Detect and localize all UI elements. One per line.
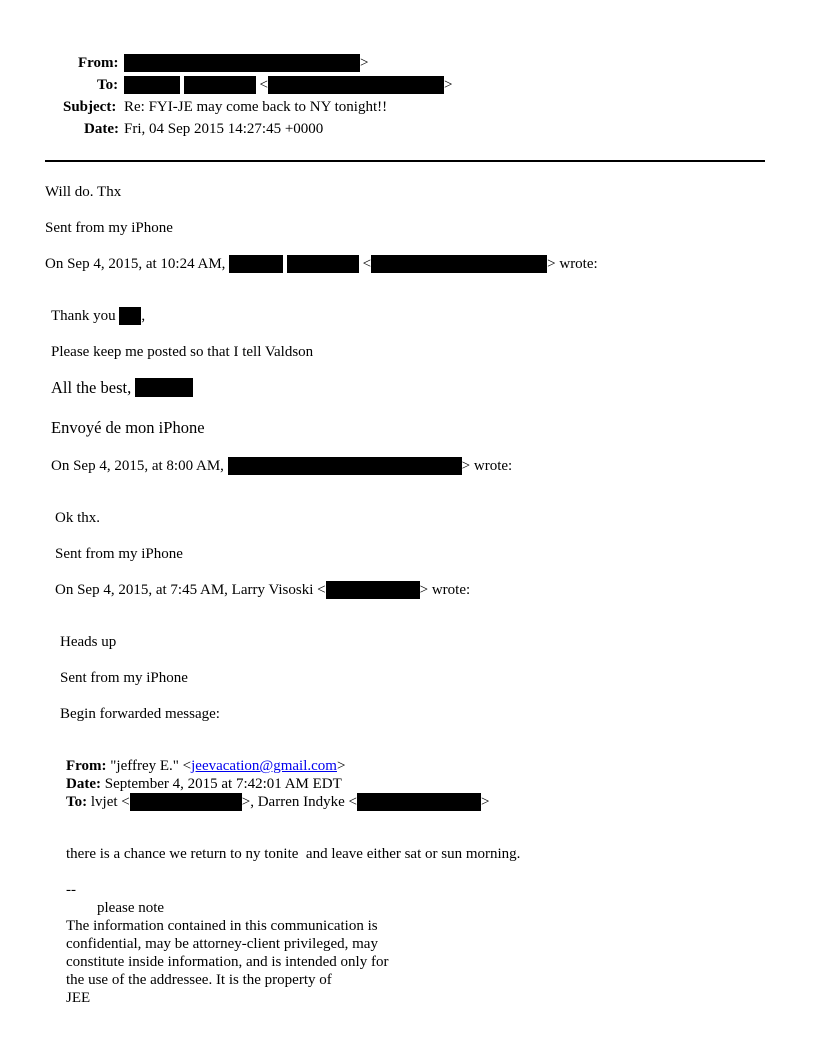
fwd-date-value: September 4, 2015 at 7:42:01 AM EDT [104, 776, 342, 792]
disclaimer-line-1: The information contained in this communication is [66, 918, 378, 934]
fwd-date [66, 775, 342, 793]
msg2-line2: Please keep me posted so that I tell Valdson [51, 344, 314, 360]
redaction-box [130, 793, 242, 811]
msg2-line4: Envoyé de mon iPhone [51, 418, 205, 437]
redaction-box [357, 793, 481, 811]
redaction-box [124, 76, 180, 94]
to-value: < > [124, 76, 452, 94]
msg2-quote-line: On Sep 4, 2015, at 8:00 AM, > wrote: [51, 458, 513, 474]
from-label: From: [78, 55, 119, 71]
redaction-box [371, 255, 547, 273]
subject-value: Re: FYI-JE may come back to NY tonight!! [124, 99, 388, 115]
fwd-to-mid: >, Darren Indyke < [241, 794, 357, 810]
fwd-date-label: Date: [66, 776, 101, 792]
fwd-to-label: To: [66, 794, 88, 810]
quote-suffix: wrote: [473, 458, 513, 474]
fwd-from-label: From: [66, 758, 107, 774]
msg3-line2: Sent from my iPhone [55, 546, 183, 562]
quote-suffix: wrote: [559, 256, 598, 272]
disclaimer-line-5: JEE [66, 990, 91, 1006]
redaction-box [124, 54, 360, 72]
redaction-box [135, 378, 193, 397]
redaction-box [184, 76, 256, 94]
thanks-text: Thank you [51, 308, 116, 324]
msg1-quote-line: On Sep 4, 2015, at 10:24 AM, < > wrote: [45, 256, 598, 272]
redaction-box [326, 581, 420, 599]
msg2-signoff [51, 378, 193, 398]
fwd-from-name: "jeffrey E." < [110, 758, 192, 774]
subject-label: Subject: [63, 99, 117, 115]
sig-dash: -- [66, 882, 76, 898]
redaction-box [287, 255, 359, 273]
from-value: > [124, 54, 368, 72]
date-value: Fri, 04 Sep 2015 14:27:45 +0000 [124, 121, 324, 137]
quote-suffix: > wrote: [419, 582, 471, 598]
msg1-line2: Sent from my iPhone [45, 220, 173, 236]
fwd-to-close: > [480, 794, 490, 810]
email-link[interactable]: jeevacation@gmail.com [191, 758, 337, 774]
quote-prefix: On Sep 4, 2015, at 10:24 AM, [45, 256, 226, 272]
msg1-line1: Will do. Thx [45, 184, 122, 200]
msg4-line2: Sent from my iPhone [60, 670, 188, 686]
msg4-line3: Begin forwarded message: [60, 706, 220, 722]
signoff-text: All the best, [51, 378, 132, 397]
fwd-from-close: > [336, 758, 346, 774]
header-divider [45, 160, 765, 162]
msg4-line1: Heads up [60, 634, 117, 650]
disclaimer-line-3: constitute inside information, and is intended only for [66, 954, 389, 970]
sig-note: please note [97, 900, 165, 916]
redaction-box [119, 307, 141, 325]
msg2-thanks: Thank you , [51, 308, 146, 324]
fwd-from [66, 757, 345, 775]
to-label: To: [97, 77, 119, 93]
date-label: Date: [84, 121, 119, 137]
msg3-quote-line [55, 581, 470, 599]
fwd-body: there is a chance we return to ny tonite and leave either sat or sun morning. [66, 846, 521, 862]
redaction-box [268, 76, 444, 94]
fwd-to [66, 793, 489, 811]
quote-prefix: On Sep 4, 2015, at 8:00 AM, [51, 458, 224, 474]
fwd-to-prefix: lvjet < [90, 794, 130, 810]
redaction-box [229, 255, 283, 273]
disclaimer-line-2: confidential, may be attorney-client privileged, may [66, 936, 378, 952]
msg3-line1: Ok thx. [55, 510, 100, 526]
redaction-box [228, 457, 462, 475]
disclaimer-line-4: the use of the addressee. It is the property of [66, 972, 332, 988]
quote-prefix: On Sep 4, 2015, at 7:45 AM, Larry Visoski < [55, 582, 326, 598]
